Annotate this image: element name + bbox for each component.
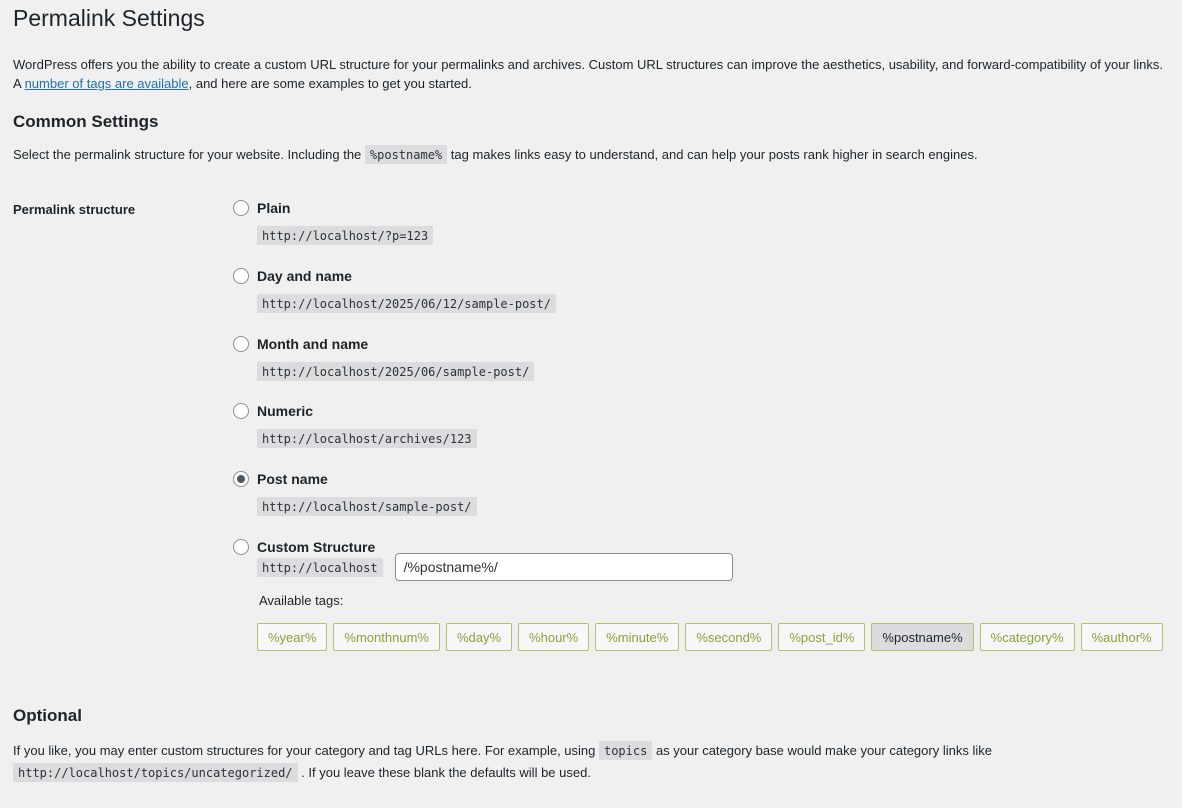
optional-desc-end: . If you leave these blank the defaults will be used. — [297, 765, 591, 780]
option-numeric-label[interactable] — [233, 401, 313, 421]
topics-code: topics — [599, 741, 652, 760]
option-plain[interactable] — [233, 198, 429, 243]
tag-category-button[interactable]: %category% — [980, 623, 1075, 651]
option-numeric-text: Numeric — [257, 403, 314, 419]
radio-month-and-name[interactable] — [233, 336, 249, 352]
option-month-and-name-text: Month and name — [257, 336, 369, 352]
option-day-and-name-text: Day and name — [257, 268, 352, 284]
optional-desc-start: If you like, you may enter custom structures for your category and tag URLs here. For example, using — [13, 743, 599, 758]
option-month-and-name-label[interactable] — [233, 334, 368, 354]
optional-heading: Optional — [13, 706, 82, 725]
radio-plain[interactable] — [233, 200, 249, 216]
tag-postname-button[interactable]: %postname% — [871, 623, 973, 651]
option-day-and-name-url: http://localhost/2025/06/12/sample-post/ — [257, 294, 556, 313]
common-settings-heading: Common Settings — [13, 112, 159, 131]
available-tags-link[interactable]: number of tags are available — [24, 76, 189, 91]
custom-structure-prefix: http://localhost — [257, 558, 383, 577]
tag-day-button[interactable]: %day% — [446, 623, 512, 651]
intro-text — [13, 55, 1173, 93]
option-numeric[interactable] — [233, 401, 472, 446]
postname-code: %postname% — [365, 145, 447, 164]
option-day-and-name-label[interactable] — [233, 266, 352, 286]
option-plain-url: http://localhost/?p=123 — [257, 226, 433, 245]
option-plain-text: Plain — [257, 200, 291, 216]
intro-text-start: WordPress offers you the ability to create a custom URL structure for your permalinks and archives. Custom URL structures can improve the aesthetics, usability, and forward-compatibility of your links. A — [13, 57, 1164, 91]
uncategorized-url-code: http://localhost/topics/uncategorized/ — [13, 763, 298, 782]
radio-post-name[interactable] — [233, 471, 249, 487]
tag-author-button[interactable]: %author% — [1081, 623, 1163, 651]
tag-hour-button[interactable]: %hour% — [518, 623, 589, 651]
common-desc-end: tag makes links easy to understand, and can help your posts rank higher in search engines. — [447, 147, 978, 162]
radio-numeric[interactable] — [233, 403, 249, 419]
tag-year-button[interactable]: %year% — [257, 623, 327, 651]
option-post-name-url: http://localhost/sample-post/ — [257, 497, 477, 516]
optional-desc-middle: as your category base would make your category links like — [652, 743, 992, 758]
available-tags-label: Available tags: — [259, 593, 344, 608]
radio-custom-structure[interactable] — [233, 539, 249, 555]
optional-description — [13, 740, 1163, 784]
custom-structure-field — [257, 553, 733, 581]
radio-day-and-name[interactable] — [233, 268, 249, 284]
option-post-name-text: Post name — [257, 471, 328, 487]
intro-text-end: , and here are some examples to get you started. — [188, 76, 472, 91]
common-settings-description — [13, 145, 1173, 165]
available-tags-list — [257, 623, 1163, 651]
custom-structure-input[interactable]: /%postname%/ — [395, 553, 733, 581]
option-day-and-name[interactable] — [233, 266, 551, 311]
option-month-and-name[interactable] — [233, 334, 530, 379]
option-custom-structure-text: Custom Structure — [257, 539, 376, 555]
page-title: Permalink Settings — [13, 5, 205, 31]
option-post-name-label[interactable] — [233, 469, 328, 489]
permalink-structure-row — [13, 187, 1173, 677]
common-desc-start: Select the permalink structure for your website. Including the — [13, 147, 365, 162]
tag-monthnum-button[interactable]: %monthnum% — [333, 623, 440, 651]
option-post-name[interactable] — [233, 469, 472, 514]
tag-minute-button[interactable]: %minute% — [595, 623, 679, 651]
option-plain-label[interactable] — [233, 198, 290, 218]
permalink-structure-label: Permalink structure — [13, 202, 136, 217]
option-numeric-url: http://localhost/archives/123 — [257, 429, 477, 448]
tag-second-button[interactable]: %second% — [685, 623, 772, 651]
option-month-and-name-url: http://localhost/2025/06/sample-post/ — [257, 362, 534, 381]
option-custom-structure — [233, 537, 1173, 677]
tag-post-id-button[interactable]: %post_id% — [778, 623, 865, 651]
